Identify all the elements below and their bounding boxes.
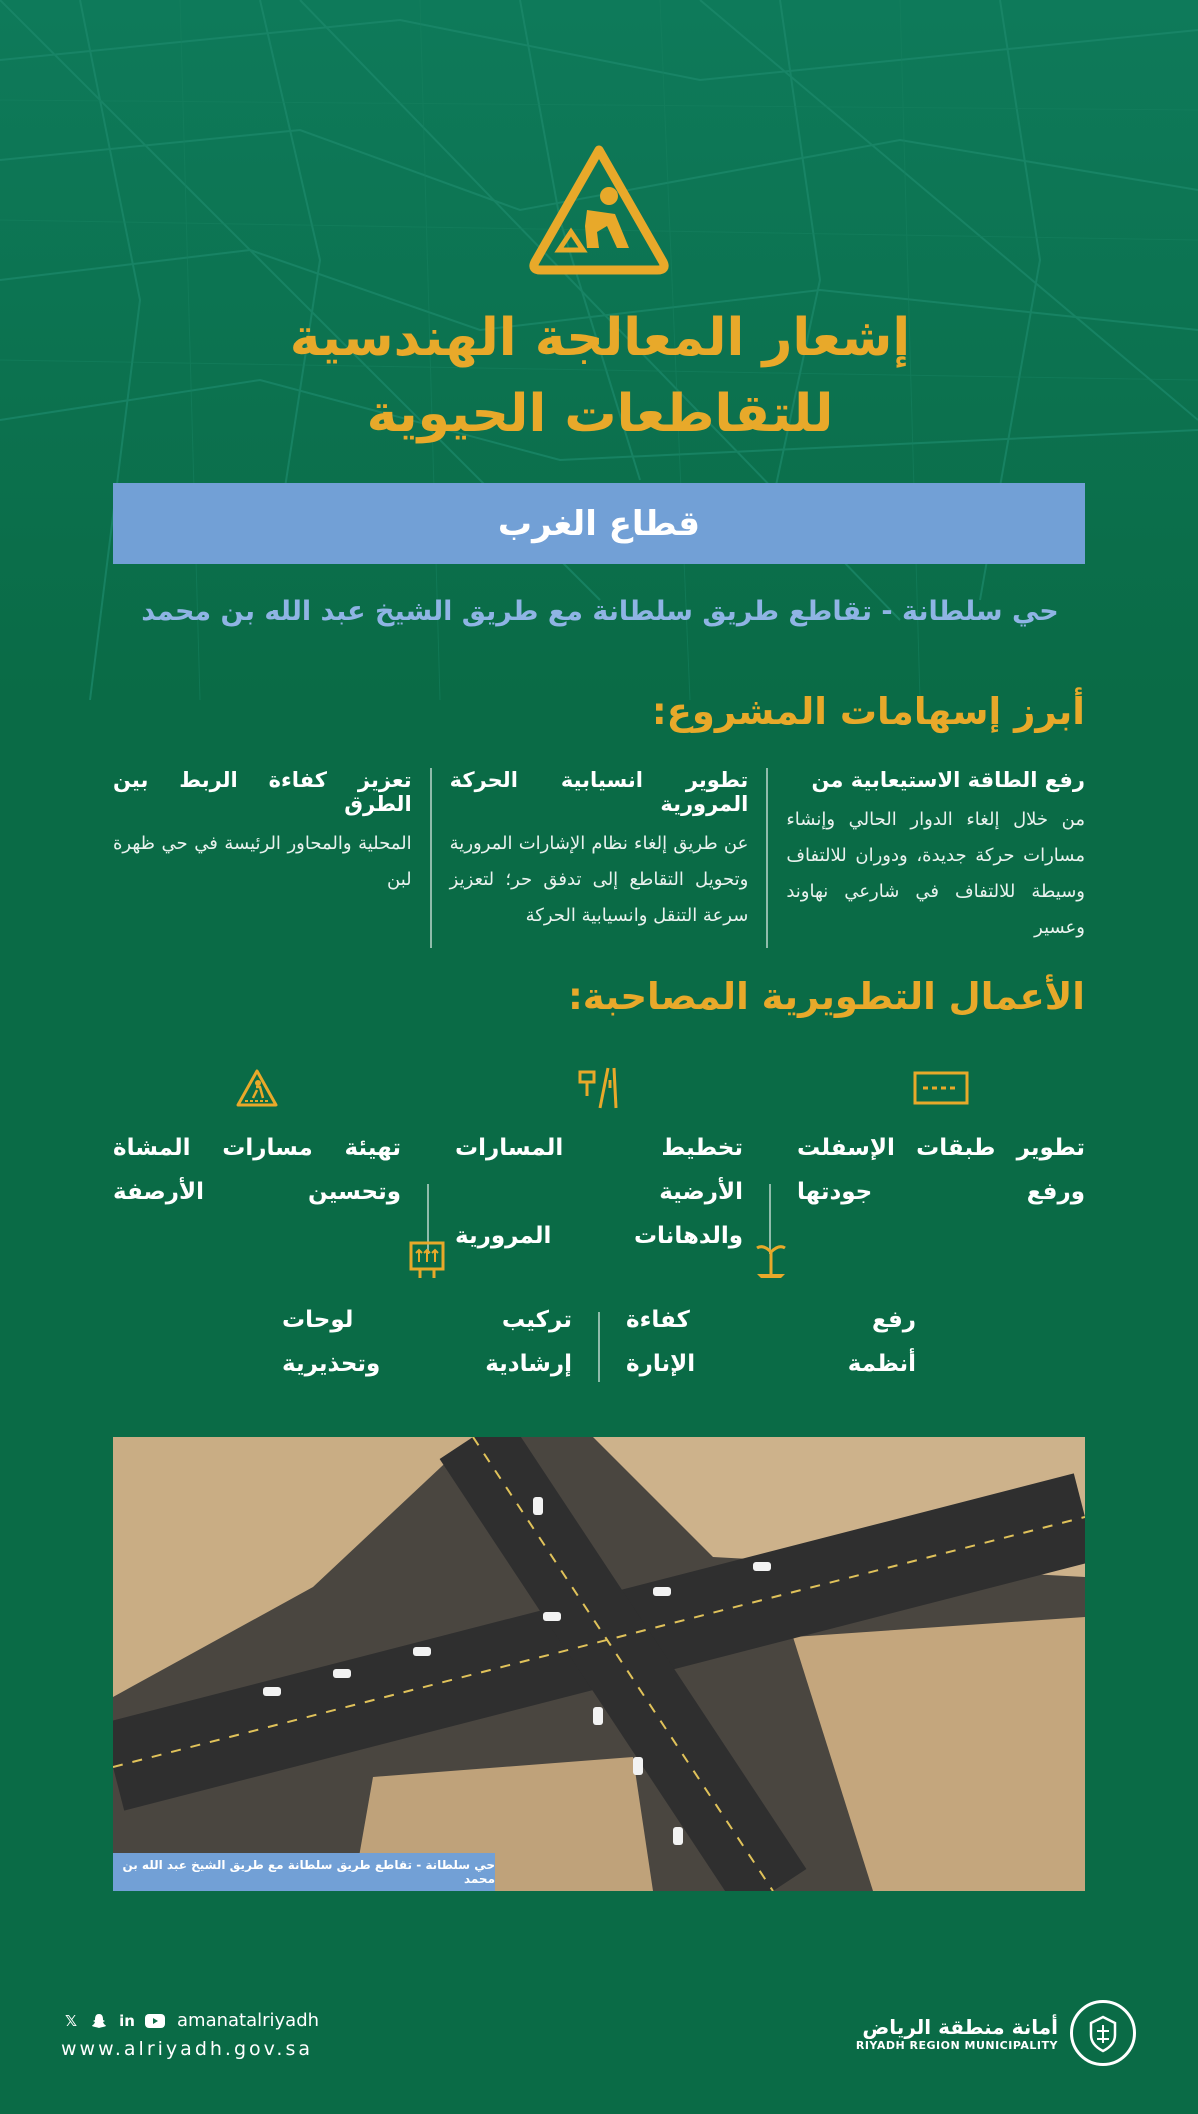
contribution-body: عن طريق إلغاء نظام الإشارات المرورية وتحويل التقاطع إلى تدفق حر؛ لتعزيز سرعة التنقل وانسيابية الحركة: [449, 833, 749, 926]
org-name-en: RIYADH REGION MUNICIPALITY: [855, 2038, 1058, 2052]
linkedin-icon[interactable]: in: [119, 2011, 135, 2030]
photo-caption: حي سلطانة - تقاطع طريق سلطانة مع طريق الشيخ عبد الله بن محمد: [113, 1853, 495, 1891]
work-line-2: إرشادية وتحذيرية: [282, 1351, 572, 1377]
municipality-seal-icon: [1070, 2000, 1136, 2066]
work-item: [797, 1060, 1085, 1258]
intersection-aerial-photo: [113, 1437, 1085, 1891]
work-line-2: والدهانات المرورية: [455, 1223, 744, 1249]
contribution-title: تعزيز كفاءة الربط بين الطرق: [112, 768, 412, 816]
work-line-2: ورفع جودتها: [797, 1179, 1086, 1205]
work-item: [626, 1232, 916, 1386]
works-row-1: [113, 1060, 1085, 1258]
construction-warning-icon: [525, 140, 673, 278]
street-light-icon: [626, 1232, 916, 1288]
road-marking-icon: [455, 1060, 743, 1116]
sector-label: قطاع الغرب: [497, 503, 701, 544]
social-handle[interactable]: amanatalriyadh: [177, 2010, 320, 2031]
youtube-icon[interactable]: [145, 2011, 165, 2031]
works-row-2: [113, 1232, 1085, 1386]
work-line-1: تخطيط المسارات الأرضية: [455, 1135, 744, 1205]
title-line-1: إشعار المعالجة الهندسية: [289, 308, 911, 368]
work-item: [455, 1060, 743, 1258]
work-line-1: تركيب لوحات: [282, 1307, 572, 1333]
sector-bar: [113, 483, 1085, 564]
work-item: [282, 1232, 572, 1386]
work-item: [113, 1060, 401, 1258]
location-line: حي سلطانة - تقاطع طريق سلطانة مع طريق الشيخ عبد الله بن محمد: [141, 596, 1059, 627]
contribution-item: [113, 768, 432, 948]
contribution-item: [768, 768, 1085, 948]
website-url[interactable]: www.alriyadh.gov.sa: [61, 2038, 313, 2060]
contribution-title: تطوير انسيابية الحركة المرورية: [449, 768, 749, 816]
org-name-ar: أمانة منطقة الرياض: [862, 2014, 1058, 2039]
municipality-logo: [856, 2000, 1136, 2066]
snapchat-icon[interactable]: [89, 2011, 109, 2031]
contribution-body: المحلية والمحاور الرئيسة في حي ظهرة لبن: [112, 833, 412, 890]
page-title: [100, 300, 1100, 452]
contributions-columns: [113, 768, 1085, 948]
social-links: [61, 2010, 319, 2031]
contribution-item: [432, 768, 769, 948]
contribution-body: من خلال إلغاء الدوار الحالي وإنشاء مسارات حركة جديدة، ودوران للالتفاف وسيطة للالتفاف في شارعي نهاوند وعسير: [786, 809, 1085, 938]
contribution-title: رفع الطاقة الاستيعابية من: [811, 768, 1085, 792]
pedestrian-icon: [113, 1060, 401, 1116]
work-line-1: رفع كفاءة: [626, 1307, 916, 1333]
divider: [598, 1312, 600, 1382]
asphalt-icon: [797, 1060, 1085, 1116]
signboard-icon: [282, 1232, 572, 1288]
work-line-1: تطوير طبقات الإسفلت: [797, 1135, 1086, 1161]
work-line-1: تهيئة مسارات المشاة: [113, 1135, 402, 1161]
title-line-2: للتقاطعات الحيوية: [366, 384, 834, 444]
work-line-2: وتحسين الأرصفة: [113, 1179, 402, 1205]
x-icon[interactable]: 𝕏: [64, 2011, 78, 2030]
work-line-2: أنظمة الإنارة: [626, 1351, 916, 1377]
works-heading: الأعمال التطويرية المصاحبة:: [568, 975, 1085, 1018]
contributions-heading: أبرز إسهامات المشروع:: [651, 690, 1085, 733]
